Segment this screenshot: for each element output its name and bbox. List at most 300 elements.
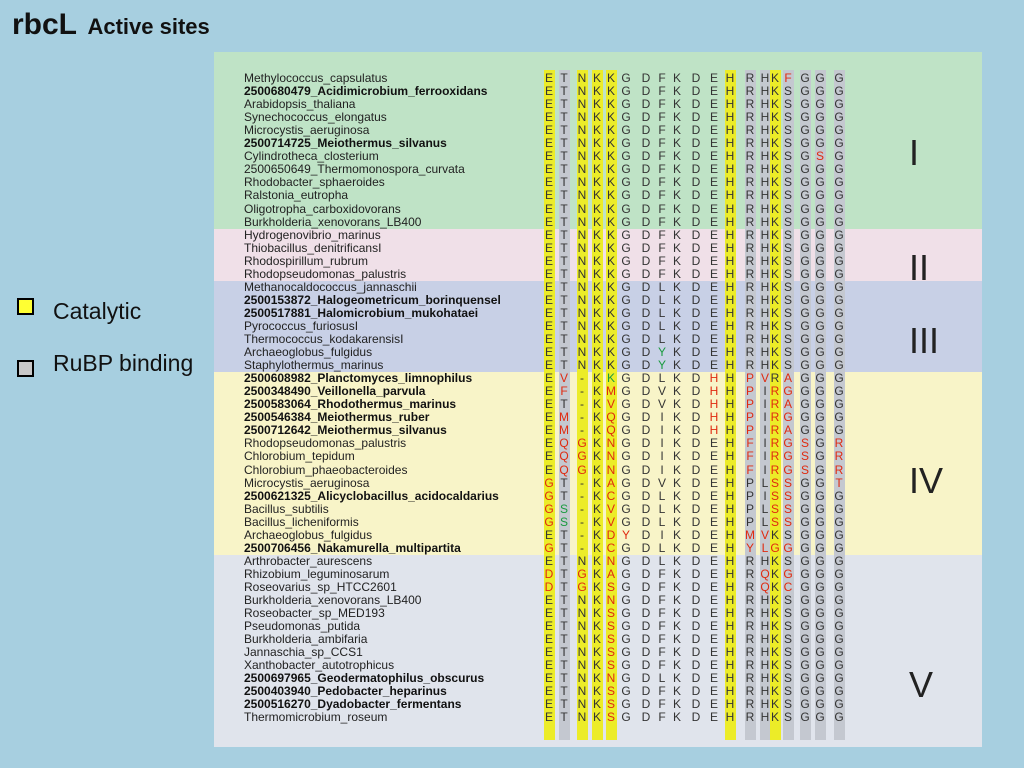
residue: D (691, 358, 701, 373)
residue: K (672, 645, 681, 660)
residue: F (560, 384, 568, 399)
residue: K (592, 645, 601, 660)
residue: T (560, 123, 568, 138)
residue: K (606, 318, 615, 333)
residue: D (691, 410, 701, 425)
residue: G (834, 240, 844, 255)
residue: T (560, 318, 568, 333)
residue: H (725, 305, 735, 320)
residue: K (672, 358, 681, 373)
residue: E (709, 149, 718, 164)
residue: D (544, 566, 554, 581)
residue: H (760, 332, 770, 346)
residue: S (783, 475, 792, 490)
residue: P (745, 514, 754, 529)
residue: S (800, 449, 809, 464)
residue: G (800, 175, 810, 190)
residue: I (660, 527, 664, 542)
residue: M (745, 527, 755, 542)
residue: D (641, 123, 651, 138)
residue: F (658, 579, 666, 594)
residue: K (672, 266, 681, 281)
residue: E (709, 253, 718, 268)
residue: H (760, 214, 770, 229)
residue: P (745, 488, 754, 503)
residue: E (709, 449, 718, 464)
residue: D (691, 305, 701, 320)
residue: E (544, 658, 553, 673)
residue: T (560, 684, 568, 699)
residue: G (834, 619, 844, 634)
residue: M (606, 384, 616, 399)
residue: G (621, 227, 631, 242)
residue: E (709, 305, 718, 320)
residue: F (658, 188, 666, 203)
species-name: Bacillus_licheniformis (244, 514, 359, 529)
residue: E (544, 266, 553, 281)
residue: K (770, 527, 779, 542)
residue: L (658, 488, 666, 503)
residue: E (544, 553, 553, 568)
residue: S (770, 501, 779, 516)
residue: K (592, 123, 601, 138)
residue: K (672, 279, 681, 294)
residue: K (672, 527, 681, 542)
residue: H (760, 97, 770, 112)
residue: K (592, 579, 601, 594)
species-name: 2500516270_Dyadobacter_fermentans (244, 697, 462, 712)
residue: E (544, 684, 553, 699)
residue: K (592, 345, 601, 360)
residue: Q (559, 449, 569, 464)
species-name: Hydrogenovibrio_marinus (244, 227, 381, 242)
residue: E (709, 318, 718, 333)
residue: N (577, 671, 587, 686)
title-main: rbcL (12, 8, 78, 41)
residue: G (621, 149, 631, 164)
residue: G (621, 632, 631, 647)
residue: I (763, 410, 767, 425)
residue: G (800, 579, 810, 594)
legend-swatch-rubp-binding (17, 360, 34, 377)
residue: E (544, 318, 553, 333)
residue: K (770, 645, 779, 660)
residue: K (672, 501, 681, 516)
residue: G (815, 188, 825, 203)
residue: K (770, 123, 779, 138)
residue: N (577, 214, 587, 229)
residue: E (544, 423, 553, 438)
residue: G (621, 501, 631, 516)
residue: G (834, 606, 844, 621)
residue: E (709, 619, 718, 634)
residue: D (641, 279, 651, 294)
residue: G (800, 253, 810, 268)
residue: N (606, 449, 616, 464)
residue: K (672, 488, 681, 503)
residue: T (560, 475, 568, 490)
residue: K (592, 606, 601, 621)
residue: K (672, 253, 681, 268)
residue: K (606, 266, 615, 281)
residue: E (709, 488, 718, 503)
residue: M (559, 410, 569, 425)
residue: L (658, 318, 666, 333)
residue: E (544, 332, 553, 346)
residue: G (834, 149, 844, 164)
residue: T (560, 136, 568, 151)
species-name: Bacillus_subtilis (244, 501, 329, 516)
residue: G (621, 162, 631, 177)
residue: E (709, 97, 718, 112)
residue: G (621, 540, 631, 555)
residue: D (641, 684, 651, 699)
residue: F (658, 71, 666, 85)
residue: E (544, 97, 553, 112)
residue: G (834, 645, 844, 660)
species-name: Jannaschia_sp_CCS1 (244, 645, 363, 660)
residue: G (783, 566, 793, 581)
residue: H (760, 110, 770, 125)
residue: L (658, 279, 666, 294)
residue: D (691, 619, 701, 634)
residue: L (658, 292, 666, 307)
residue: D (641, 371, 651, 386)
residue: T (560, 175, 568, 190)
residue: S (783, 710, 792, 725)
residue: D (641, 593, 651, 607)
residue: H (725, 566, 735, 581)
residue: G (834, 397, 844, 412)
residue: G (621, 553, 631, 568)
residue: G (800, 71, 810, 85)
residue: H (760, 266, 770, 281)
residue: H (760, 149, 770, 164)
residue: E (709, 658, 718, 673)
species-name: Burkholderia_xenovorans_LB400 (244, 593, 422, 607)
species-name: Ralstonia_eutropha (244, 188, 349, 203)
residue: D (691, 475, 701, 490)
residue: S (783, 345, 792, 360)
residue: L (658, 501, 666, 516)
residue: E (544, 632, 553, 647)
residue: L (658, 371, 666, 386)
residue: N (577, 162, 587, 177)
alignment-panel (214, 52, 982, 747)
residue: G (621, 110, 631, 125)
residue: D (641, 553, 651, 568)
residue: E (544, 136, 553, 151)
residue: N (577, 240, 587, 255)
residue: G (815, 606, 825, 621)
residue: N (577, 345, 587, 360)
residue: G (834, 671, 844, 686)
residue: K (770, 292, 779, 307)
species-name: Xanthobacter_autotrophicus (244, 658, 395, 673)
residue: T (560, 332, 568, 346)
residue: T (560, 162, 568, 177)
residue: K (672, 175, 681, 190)
residue: K (672, 684, 681, 699)
residue: T (560, 292, 568, 307)
residue: T (560, 227, 568, 242)
species-name: Roseovarius_sp_HTCC2601 (244, 579, 397, 594)
residue: D (691, 462, 701, 477)
residue: E (544, 71, 553, 85)
residue: S (606, 632, 615, 647)
residue: D (691, 423, 701, 438)
residue: K (606, 240, 615, 255)
residue: G (800, 527, 810, 542)
residue: D (691, 579, 701, 594)
residue: G (815, 514, 825, 529)
residue: K (672, 292, 681, 307)
residue: H (760, 619, 770, 634)
residue: G (834, 175, 844, 190)
residue: F (746, 436, 754, 451)
residue: D (691, 684, 701, 699)
residue: G (800, 710, 810, 725)
residue: G (834, 553, 844, 568)
residue: F (658, 84, 666, 99)
residue: S (606, 658, 615, 673)
residue: G (815, 579, 825, 594)
residue: K (672, 201, 681, 216)
residue: H (760, 553, 770, 568)
residue: G (815, 332, 825, 346)
residue: S (783, 527, 792, 542)
residue: N (577, 110, 587, 125)
residue: E (709, 123, 718, 138)
residue: H (709, 397, 719, 412)
residue: G (621, 123, 631, 138)
residue: F (658, 619, 666, 634)
residue: T (560, 579, 568, 594)
residue: K (672, 436, 681, 451)
residue: K (606, 136, 615, 151)
residue: K (672, 397, 681, 412)
residue: D (641, 345, 651, 360)
residue: D (641, 318, 651, 333)
residue: D (691, 606, 701, 621)
residue: G (834, 566, 844, 581)
residue: S (606, 697, 615, 712)
residue: I (763, 488, 767, 503)
residue: F (658, 227, 666, 242)
residue: E (709, 240, 718, 255)
residue: G (815, 84, 825, 99)
residue: H (709, 410, 719, 425)
residue: S (770, 475, 779, 490)
residue: T (560, 305, 568, 320)
residue: H (725, 671, 735, 686)
species-name: 2500583064_Rhodothermus_marinus (244, 397, 457, 412)
residue: N (577, 253, 587, 268)
residue: D (641, 201, 651, 216)
residue: Y (621, 527, 630, 542)
residue: G (815, 266, 825, 281)
residue: H (725, 358, 735, 373)
residue: N (577, 227, 587, 242)
residue: R (770, 423, 780, 438)
residue: D (691, 253, 701, 268)
residue: G (815, 684, 825, 699)
residue: G (800, 488, 810, 503)
residue: G (621, 514, 631, 529)
residue: R (745, 671, 755, 686)
species-name: 2500697965_Geodermatophilus_obscurus (244, 671, 485, 686)
residue: E (709, 201, 718, 216)
residue: N (577, 697, 587, 712)
residue: K (606, 84, 615, 99)
residue: K (592, 175, 601, 190)
residue: G (800, 123, 810, 138)
residue: G (800, 371, 810, 386)
residue: E (709, 579, 718, 594)
residue: D (641, 188, 651, 203)
residue: H (725, 84, 735, 99)
residue: G (815, 397, 825, 412)
residue: Y (745, 540, 754, 555)
residue: K (592, 553, 601, 568)
residue: K (770, 201, 779, 216)
residue: E (544, 671, 553, 686)
residue: H (725, 658, 735, 673)
residue: G (815, 671, 825, 686)
residue: G (577, 436, 587, 451)
residue: E (544, 527, 553, 542)
residue: G (815, 645, 825, 660)
residue: K (592, 540, 601, 555)
residue: N (577, 201, 587, 216)
residue: R (745, 149, 755, 164)
residue: S (815, 149, 824, 164)
residue: G (800, 305, 810, 320)
residue: K (592, 449, 601, 464)
residue: F (658, 97, 666, 112)
residue: G (815, 566, 825, 581)
residue: H (760, 240, 770, 255)
residue: R (745, 318, 755, 333)
residue: H (760, 593, 770, 607)
residue: E (544, 162, 553, 177)
residue: H (725, 201, 735, 216)
residue: H (760, 632, 770, 647)
residue: H (760, 318, 770, 333)
residue: T (560, 671, 568, 686)
residue: H (725, 253, 735, 268)
residue: Q (760, 566, 770, 581)
residue: K (770, 240, 779, 255)
residue: G (621, 84, 631, 99)
residue: G (834, 227, 844, 242)
residue: K (672, 606, 681, 621)
residue: F (658, 214, 666, 229)
residue: H (725, 266, 735, 281)
residue: G (815, 710, 825, 725)
residue: F (658, 593, 666, 607)
residue: K (592, 318, 601, 333)
residue: C (606, 488, 616, 503)
residue: H (725, 332, 735, 346)
residue: D (691, 527, 701, 542)
residue: G (621, 305, 631, 320)
residue: D (641, 162, 651, 177)
residue: K (592, 371, 601, 386)
residue: D (641, 710, 651, 725)
residue: G (621, 593, 631, 607)
residue: D (641, 97, 651, 112)
residue: K (770, 671, 779, 686)
residue: N (577, 84, 587, 99)
residue: K (592, 227, 601, 242)
residue: G (577, 449, 587, 464)
residue: G (815, 553, 825, 568)
residue: K (672, 227, 681, 242)
residue: G (621, 384, 631, 399)
residue: H (725, 214, 735, 229)
residue: F (658, 632, 666, 647)
residue: G (834, 345, 844, 360)
residue: G (834, 84, 844, 99)
residue: E (709, 514, 718, 529)
residue: D (641, 619, 651, 634)
residue: K (606, 110, 615, 125)
residue: H (760, 645, 770, 660)
residue: Q (606, 423, 616, 438)
residue: G (834, 162, 844, 177)
residue: S (783, 671, 792, 686)
residue: D (641, 501, 651, 516)
residue: G (815, 136, 825, 151)
residue: D (641, 645, 651, 660)
residue: R (834, 462, 844, 477)
residue: K (672, 240, 681, 255)
residue: K (770, 632, 779, 647)
residue: D (641, 292, 651, 307)
residue: G (800, 240, 810, 255)
residue: D (641, 305, 651, 320)
residue: T (560, 619, 568, 634)
residue: S (783, 136, 792, 151)
residue: E (709, 110, 718, 125)
residue: K (592, 514, 601, 529)
residue: G (815, 253, 825, 268)
residue: S (783, 201, 792, 216)
residue: G (834, 540, 844, 555)
residue: K (592, 292, 601, 307)
residue: G (815, 384, 825, 399)
residue: L (761, 514, 769, 529)
residue: G (834, 123, 844, 138)
residue: H (760, 606, 770, 621)
residue: I (763, 423, 767, 438)
residue: K (770, 253, 779, 268)
residue: K (592, 632, 601, 647)
residue: L (658, 671, 666, 686)
residue: R (745, 253, 755, 268)
residue: V (657, 397, 666, 412)
residue: E (544, 410, 553, 425)
residue: F (658, 201, 666, 216)
residue: G (815, 123, 825, 138)
residue: N (606, 553, 616, 568)
residue: K (672, 123, 681, 138)
residue: K (672, 371, 681, 386)
residue: R (770, 384, 780, 399)
residue: G (800, 619, 810, 634)
residue: N (577, 332, 587, 346)
